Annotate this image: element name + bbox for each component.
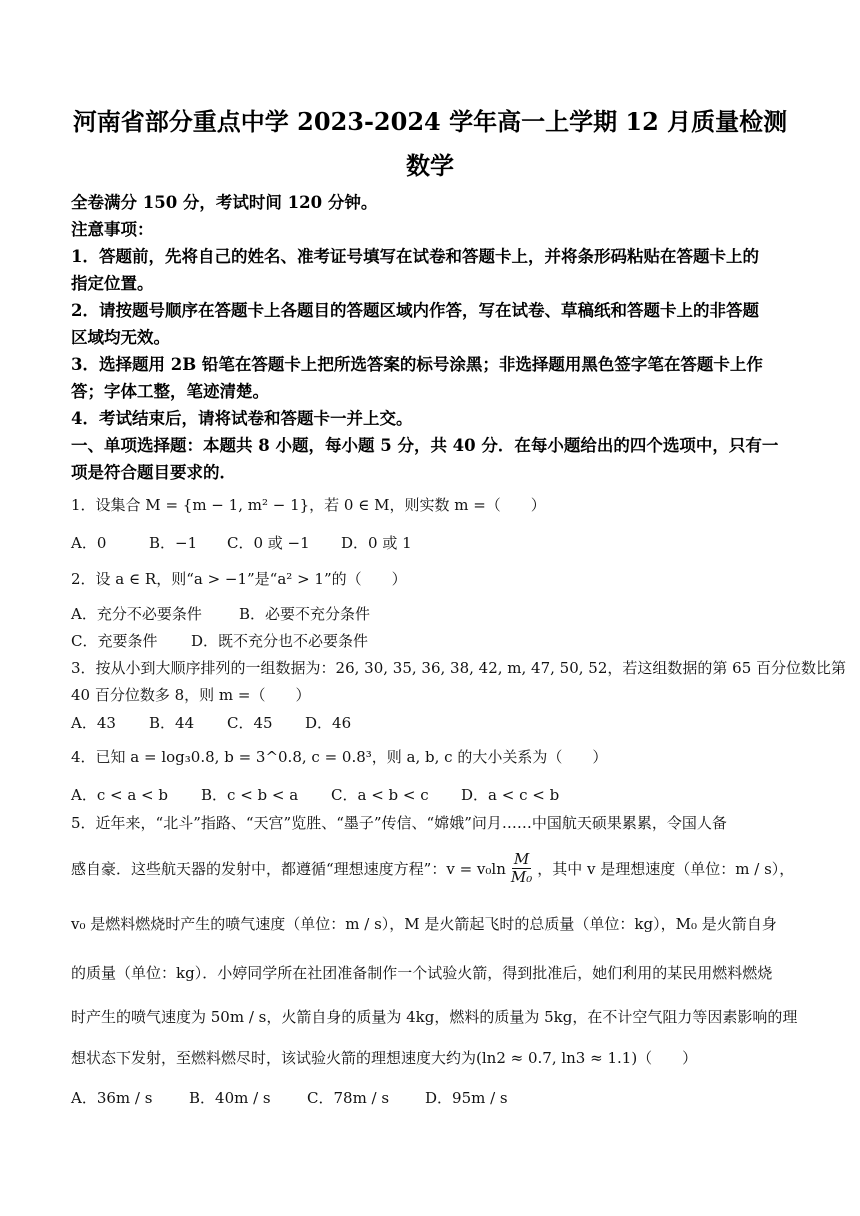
question-5-line-1: 5．近年来，“北斗”指路、“天宫”览胜、“墨子”传信、“嫦娥”问月……中国航天硕果累累，令国人备 (71, 814, 727, 832)
note-2-line-1: 2．请按题号顺序在答题卡上各题目的答题区域内作答，写在试卷、草稿纸和答题卡上的非答题 (71, 301, 759, 320)
question-5-options (71, 1087, 791, 1108)
question-2-options-row-2 (71, 630, 791, 651)
fraction-denominator: M₀ (510, 867, 533, 886)
question-3-option-d: D．46 (305, 714, 352, 732)
question-4-option-d: D．a < c < b (461, 786, 560, 804)
question-4-option-a: A．c < a < b (71, 786, 168, 804)
question-1-options (71, 532, 791, 553)
exam-title: 河南省部分重点中学 2023-2024 学年高一上学期 12 月质量检测 (72, 107, 788, 136)
note-1-line-1: 1．答题前，先将自己的姓名、准考证号填写在试卷和答题卡上，并将条形码粘贴在答题卡上的 (71, 247, 759, 266)
question-5-option-b: B．40m / s (189, 1089, 271, 1107)
question-5-line-4: 的质量（单位：kg）．小婷同学所在社团准备制作一个试验火箭，得到批准后，她们利用的某民用燃料燃烧 (71, 964, 773, 982)
mass-ratio-fraction (509, 851, 534, 885)
section-1-heading-line-1: 一、单项选择题：本题共 8 小题，每小题 5 分，共 40 分．在每小题给出的四个选项中，只有一 (71, 436, 779, 455)
question-5-option-a: A．36m / s (71, 1089, 153, 1107)
question-5-line-2-suffix: ，其中 v 是理想速度（单位：m / s）， (537, 859, 795, 878)
question-1-option-c: C．0 或 −1 (227, 534, 310, 552)
question-1-stem: 1．设集合 M = {m − 1, m² − 1}，若 0 ∈ M，则实数 m =（ ） (71, 496, 546, 514)
question-5-line-2 (71, 846, 795, 890)
question-4-options (71, 784, 791, 805)
question-2-options-row-1 (71, 603, 791, 624)
note-3-line-1: 3．选择题用 2B 铅笔在答题卡上把所选答案的标号涂黑；非选择题用黑色签字笔在答题卡上作 (71, 355, 763, 374)
note-1-line-2: 指定位置。 (71, 274, 154, 293)
question-4-option-b: B．c < b < a (201, 786, 299, 804)
question-3-option-a: A．43 (71, 714, 116, 732)
question-5-line-6: 想状态下发射，至燃料燃尽时，该试验火箭的理想速度大约为(ln2 ≈ 0.7, ln3 ≈ 1.1)（ ） (71, 1049, 698, 1067)
score-time-text: 全卷满分 150 分，考试时间 120 分钟。 (71, 193, 378, 212)
question-2-option-a: A．充分不必要条件 (71, 605, 202, 623)
question-5-line-5: 时产生的喷气速度为 50m / s，火箭自身的质量为 4kg，燃料的质量为 5kg，在不计空气阻力等因素影响的理 (71, 1008, 798, 1026)
question-5-option-d: D．95m / s (425, 1089, 508, 1107)
question-2-stem: 2．设 a ∈ R，则“a > −1”是“a² > 1”的（ ） (71, 570, 407, 588)
note-2-line-2: 区域均无效。 (71, 328, 170, 347)
question-3-stem-line-2: 40 百分位数多 8，则 m =（ ） (71, 686, 311, 704)
question-1-option-b: B．−1 (149, 534, 198, 552)
question-1-option-a: A．0 (71, 534, 107, 552)
question-2-option-b: B．必要不充分条件 (239, 605, 371, 623)
question-5-line-2-prefix: 感自豪．这些航天器的发射中，都遵循“理想速度方程”：v = v₀ln (71, 859, 506, 878)
subject-title: 数学 (406, 151, 454, 180)
section-1-heading-line-2: 项是符合题目要求的． (71, 463, 236, 482)
question-3-stem-line-1: 3．按从小到大顺序排列的一组数据为：26, 30, 35, 36, 38, 42, m, 47, 50, 52，若这组数据的第 65 百分位数比第 (71, 659, 847, 677)
question-2-option-c: C．充要条件 (71, 632, 158, 650)
question-4-option-c: C．a < b < c (331, 786, 429, 804)
question-1-option-d: D．0 或 1 (341, 534, 412, 552)
question-5-option-c: C．78m / s (307, 1089, 390, 1107)
question-3-option-c: C．45 (227, 714, 273, 732)
question-2-option-d: D．既不充分也不必要条件 (191, 632, 369, 650)
notes-heading: 注意事项： (71, 220, 154, 239)
question-4-stem: 4．已知 a = log₃0.8, b = 3^0.8, c = 0.8³，则 a, b, c 的大小关系为（ ） (71, 748, 608, 766)
note-4: 4．考试结束后，请将试卷和答题卡一并上交。 (71, 409, 413, 428)
question-3-options (71, 712, 791, 733)
fraction-numerator: M (513, 850, 530, 868)
note-3-line-2: 答；字体工整，笔迹清楚。 (71, 382, 269, 401)
question-5-line-3: v₀ 是燃料燃烧时产生的喷气速度（单位：m / s），M 是火箭起飞时的总质量（单位：kg），M₀ 是火箭自身 (71, 915, 777, 933)
question-3-option-b: B．44 (149, 714, 195, 732)
